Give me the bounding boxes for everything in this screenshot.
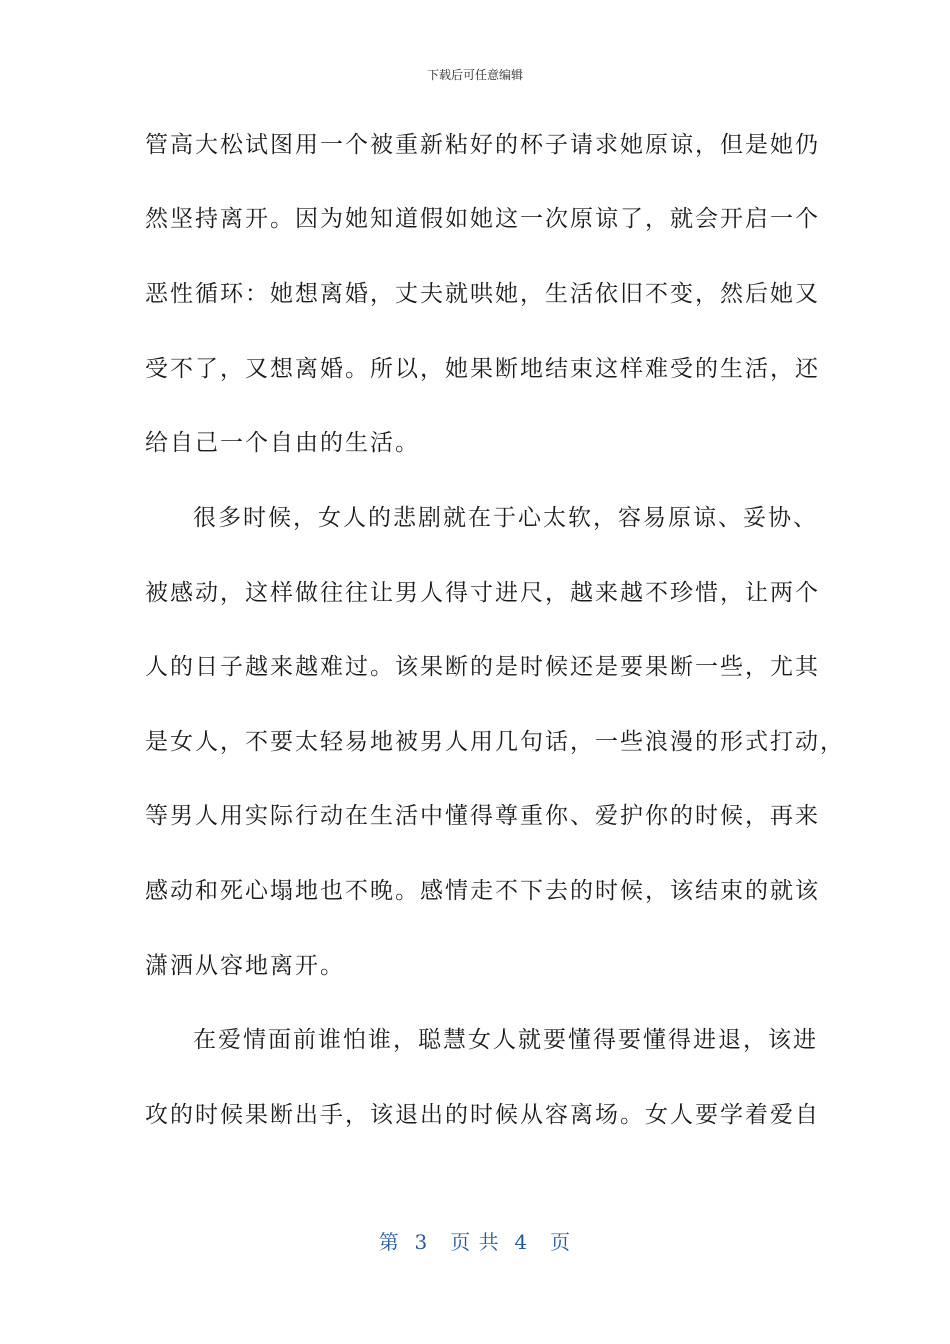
body-line-5: 给自己一个自由的生活。: [145, 430, 420, 456]
page-header: 下载后可任意编辑: [426, 68, 523, 82]
body-line-1: 管高大松试图用一个被重新粘好的杯子请求她原谅，但是她仍: [145, 132, 820, 158]
body-line-13: 在爱情面前谁怕谁，聪慧女人就要懂得要懂得进退，该进: [193, 1027, 818, 1053]
page-footer: [0, 1226, 950, 1255]
body-line-14: 攻的时候果断出手，该退出的时候从容离场。女人要学着爱自: [145, 1102, 820, 1128]
page-number: 第 3 页 共 4 页: [378, 1230, 572, 1254]
body-line-7: 被感动，这样做往往让男人得寸进尺，越来越不珍惜，让两个: [145, 580, 820, 606]
body-line-6: 很多时候，女人的悲剧就在于心太软，容易原谅、妥协、: [193, 505, 818, 531]
body-line-11: 感动和死心塌地也不晚。感情走不下去的时候，该结束的就该: [145, 878, 820, 904]
body-line-3: 恶性循环：她想离婚，丈夫就哄她，生活依旧不变，然后她又: [145, 281, 820, 307]
body-line-4: 受不了，又想离婚。所以，她果断地结束这样难受的生活，还: [145, 356, 820, 382]
body-line-8: 人的日子越来越难过。该果断的是时候还是要果断一些，尤其: [145, 654, 820, 680]
body-line-10: 等男人用实际行动在生活中懂得尊重你、爱护你的时候，再来: [145, 803, 820, 829]
body-line-12: 潇洒从容地离开。: [145, 953, 345, 979]
body-line-2: 然坚持离开。因为她知道假如她这一次原谅了，就会开启一个: [145, 206, 820, 232]
body-line-9: 是女人，不要太轻易地被男人用几句话，一些浪漫的形式打动，: [145, 729, 845, 755]
